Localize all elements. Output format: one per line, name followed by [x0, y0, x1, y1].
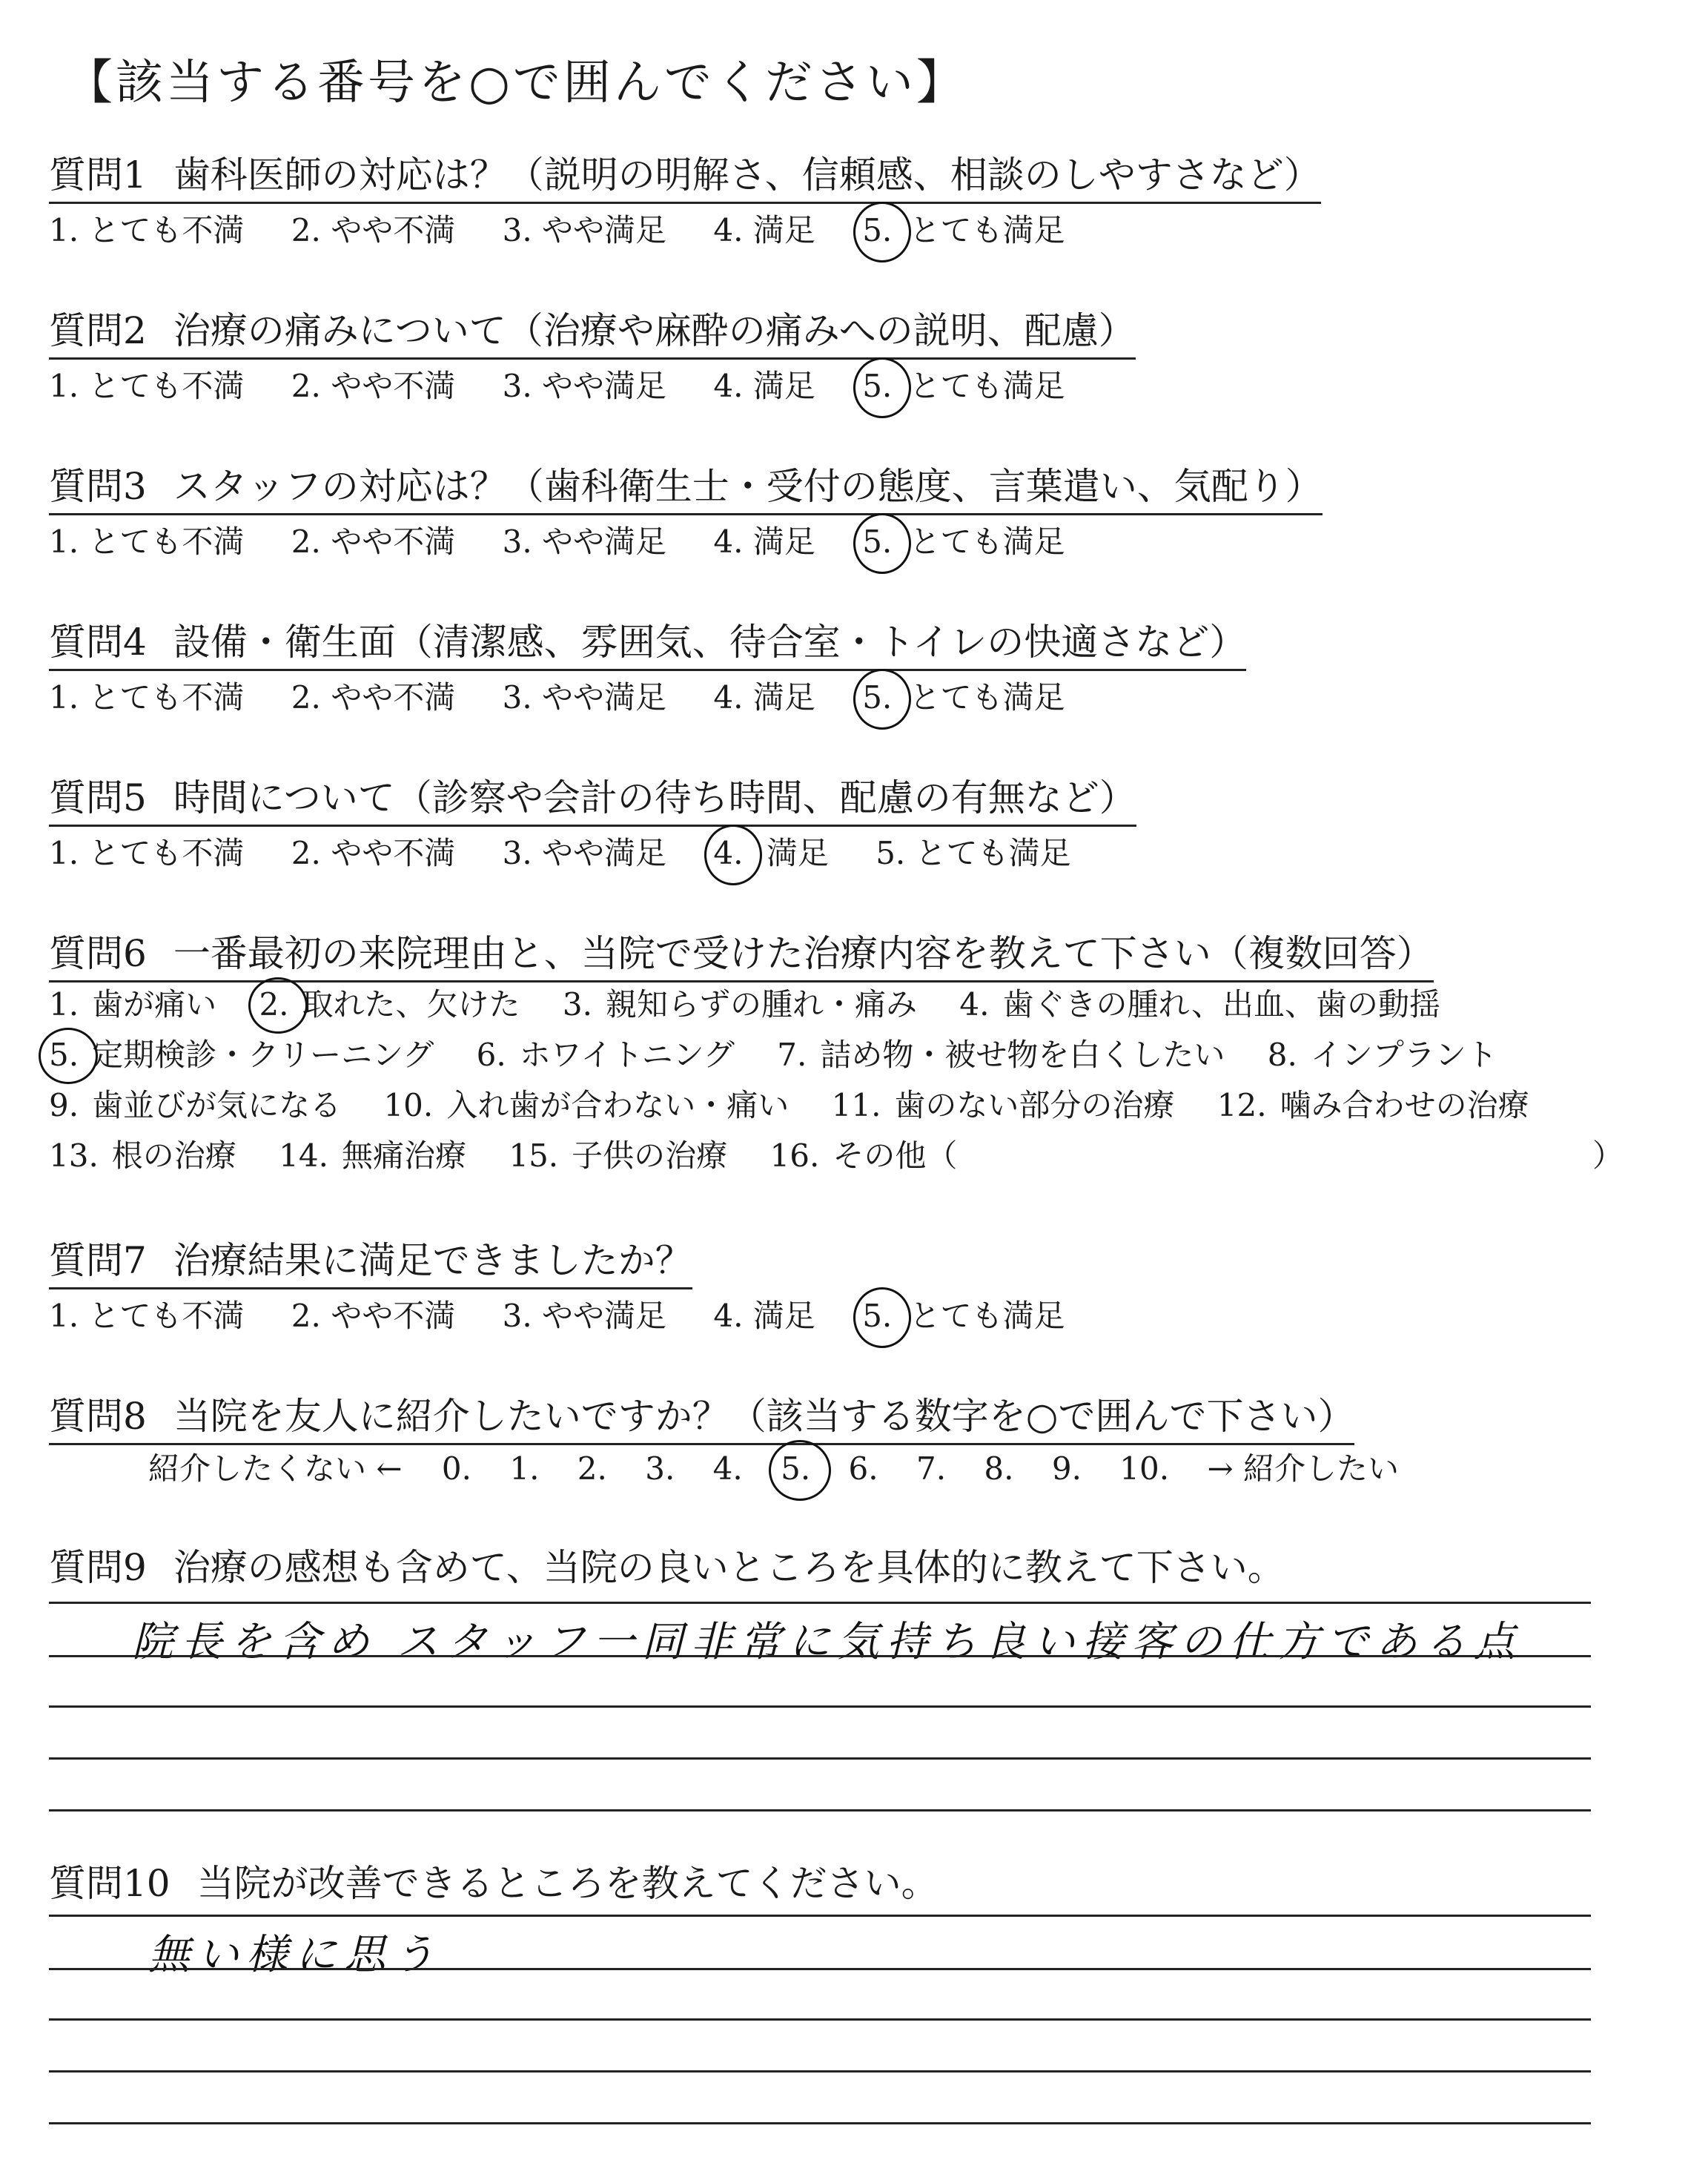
option-7[interactable]: 7. 詰め物・被せ物を白くしたい — [777, 1037, 1225, 1073]
answer-line — [49, 1968, 1591, 1970]
option-3[interactable]: 3. やや満足 — [502, 835, 667, 871]
question-2-options — [49, 362, 1102, 406]
option-13[interactable]: 13. 根の治療 — [49, 1137, 236, 1174]
option-12[interactable]: 12. 噛み合わせの治療 — [1217, 1087, 1529, 1123]
question-2-heading — [49, 301, 1136, 360]
question-4-heading — [49, 612, 1246, 671]
question-4-options — [49, 673, 1102, 718]
answer-line — [49, 2122, 1591, 2124]
option-8[interactable]: 8. インプラント — [1267, 1037, 1497, 1073]
scale-right-label: → 紹介したい — [1207, 1450, 1399, 1487]
question-1-options — [49, 206, 1102, 251]
option-5-label: とても満足 — [909, 524, 1065, 560]
question-10-heading — [49, 1854, 939, 1910]
option-9[interactable]: 9. 歯並びが気になる — [49, 1087, 342, 1123]
question-number: 質問7 — [49, 1239, 147, 1282]
scale-0[interactable]: 0. — [441, 1450, 471, 1487]
option-2-circled[interactable]: 2. 取れた、欠けた — [259, 986, 520, 1023]
option-11[interactable]: 11. 歯のない部分の治療 — [831, 1087, 1175, 1123]
question-number: 質問3 — [49, 465, 147, 508]
question-text: 治療結果に満足できましたか？ — [173, 1239, 692, 1282]
scale-5-circled[interactable]: 5. — [781, 1450, 811, 1487]
option-3[interactable]: 3. やや満足 — [502, 1298, 667, 1334]
question-number: 質問8 — [49, 1395, 147, 1438]
option-4[interactable]: 4. 満足 — [713, 212, 815, 248]
option-1[interactable]: 1. とても不満 — [49, 679, 245, 716]
option-3[interactable]: 3. 親知らずの腫れ・痛み — [562, 986, 917, 1023]
scale-8[interactable]: 8. — [984, 1450, 1014, 1487]
option-5-circled[interactable]: 5. — [862, 524, 893, 560]
option-1[interactable]: 1. 歯が痛い — [49, 986, 217, 1023]
option-14[interactable]: 14. 無痛治療 — [279, 1137, 466, 1174]
question-8-heading — [49, 1387, 1354, 1445]
answer-line — [49, 1705, 1591, 1708]
question-text: スタッフの対応は？（歯科衛生士・受付の態度、言葉遣い、気配り） — [173, 465, 1323, 508]
option-5-circled[interactable]: 5. — [862, 1298, 893, 1334]
question-5-options — [49, 829, 1108, 873]
option-5-circled[interactable]: 5. 定期検診・クリーニング — [49, 1037, 434, 1073]
question-number: 質問2 — [49, 309, 147, 352]
option-1[interactable]: 1. とても不満 — [49, 524, 245, 560]
option-4-label: 満足 — [766, 835, 829, 871]
question-text: 治療の感想も含めて、当院の良いところを具体的に教えて下さい。 — [173, 1546, 1285, 1589]
question-5-heading — [49, 768, 1136, 827]
scale-4[interactable]: 4. — [712, 1450, 743, 1487]
option-3[interactable]: 3. やや満足 — [502, 368, 667, 404]
option-3[interactable]: 3. やや満足 — [502, 524, 667, 560]
option-3[interactable]: 3. やや満足 — [502, 679, 667, 716]
option-2[interactable]: 2. やや不満 — [291, 679, 456, 716]
option-5-circled[interactable]: 5. — [862, 368, 893, 404]
question-number: 質問1 — [49, 153, 147, 196]
question-number: 質問10 — [49, 1862, 171, 1905]
option-5-label: とても満足 — [909, 212, 1065, 248]
scale-left-label: 紹介したくない ← — [148, 1450, 403, 1487]
answer-line — [49, 1602, 1591, 1604]
scale-9[interactable]: 9. — [1051, 1450, 1082, 1487]
scale-6[interactable]: 6. — [848, 1450, 878, 1487]
question-7-options — [49, 1292, 1102, 1336]
option-4[interactable]: 4. 歯ぐきの腫れ、出血、歯の動揺 — [959, 986, 1440, 1023]
option-4[interactable]: 4. 満足 — [713, 679, 815, 716]
question-text: 当院を友人に紹介したいですか？（該当する数字を○で囲んで下さい） — [173, 1395, 1355, 1438]
answer-line — [49, 1809, 1591, 1811]
option-1[interactable]: 1. とても不満 — [49, 368, 245, 404]
option-1[interactable]: 1. とても不満 — [49, 835, 245, 871]
question-text: 治療の痛みについて（治療や麻酔の痛みへの説明、配慮） — [173, 309, 1136, 352]
option-5-label: とても満足 — [909, 679, 1065, 716]
scale-3[interactable]: 3. — [645, 1450, 675, 1487]
scale-7[interactable]: 7. — [916, 1450, 947, 1487]
question-text: 一番最初の来院理由と、当院で受けた治療内容を教えて下さい（複数回答） — [173, 932, 1434, 975]
handwritten-answer[interactable]: 院長を含め スタッフ一同非常に気持ち良い接客の仕方である点 — [132, 1618, 1523, 1666]
handwritten-answer[interactable]: 無い様に思う — [148, 1931, 442, 1979]
question-3-heading — [49, 457, 1323, 515]
question-text: 設備・衛生面（清潔感、雰囲気、待合室・トイレの快適さなど） — [173, 621, 1247, 664]
option-2[interactable]: 2. やや不満 — [291, 1298, 456, 1334]
answer-line — [49, 1655, 1591, 1657]
option-1[interactable]: 1. とても不満 — [49, 212, 245, 248]
option-5[interactable]: 5. とても満足 — [875, 835, 1071, 871]
question-number: 質問5 — [49, 776, 147, 819]
question-number: 質問6 — [49, 932, 147, 975]
option-4[interactable]: 4. 満足 — [713, 1298, 815, 1334]
option-5-label: とても満足 — [909, 368, 1065, 404]
option-4-circled[interactable]: 4. — [713, 835, 744, 871]
answer-line — [49, 1757, 1591, 1760]
option-15[interactable]: 15. 子供の治療 — [509, 1137, 728, 1174]
question-6-heading — [49, 924, 1434, 982]
question-text: 時間について（診察や会計の待ち時間、配慮の有無など） — [173, 776, 1136, 819]
option-3[interactable]: 3. やや満足 — [502, 212, 667, 248]
answer-line — [49, 2070, 1591, 2073]
scale-2[interactable]: 2. — [577, 1450, 607, 1487]
question-1-heading — [49, 145, 1321, 204]
scale-10[interactable]: 10. — [1119, 1450, 1170, 1487]
question-7-heading — [49, 1231, 692, 1289]
option-2[interactable]: 2. やや不満 — [291, 524, 456, 560]
option-4[interactable]: 4. 満足 — [713, 524, 815, 560]
option-2[interactable]: 2. やや不満 — [291, 212, 456, 248]
question-6-options-row-1 — [49, 980, 1473, 1025]
question-6-options-row-3 — [49, 1081, 1562, 1126]
page-title: 【該当する番号を○で囲んでください】 — [65, 56, 967, 110]
answer-line — [49, 2018, 1591, 2021]
option-1[interactable]: 1. とても不満 — [49, 1298, 245, 1334]
question-number: 質問9 — [49, 1546, 147, 1589]
question-text: 当院が改善できるところを教えてください。 — [196, 1862, 939, 1905]
other-paren-close: ） — [1592, 1137, 1624, 1174]
scale-1[interactable]: 1. — [509, 1450, 540, 1487]
question-text: 歯科医師の対応は？（説明の明解さ、信頼感、相談のしやすさなど） — [173, 153, 1321, 196]
option-2[interactable]: 2. やや不満 — [291, 368, 456, 404]
option-2[interactable]: 2. やや不満 — [291, 835, 456, 871]
question-9-heading — [49, 1538, 1285, 1594]
question-8-scale — [148, 1444, 1427, 1489]
question-6-options-row-2 — [49, 1031, 1530, 1075]
option-4[interactable]: 4. 満足 — [713, 368, 815, 404]
question-3-options — [49, 518, 1102, 562]
option-16[interactable]: 16. その他（ — [769, 1137, 958, 1174]
question-6-options-row-4 — [49, 1132, 990, 1176]
option-5-circled[interactable]: 5. — [862, 212, 893, 248]
answer-line — [49, 1915, 1591, 1917]
question-number: 質問4 — [49, 621, 147, 664]
option-5-label: とても満足 — [909, 1298, 1065, 1334]
option-5-circled[interactable]: 5. — [862, 679, 893, 716]
option-6[interactable]: 6. ホワイトニング — [476, 1037, 735, 1073]
option-10[interactable]: 10. 入れ歯が合わない・痛い — [383, 1087, 790, 1123]
